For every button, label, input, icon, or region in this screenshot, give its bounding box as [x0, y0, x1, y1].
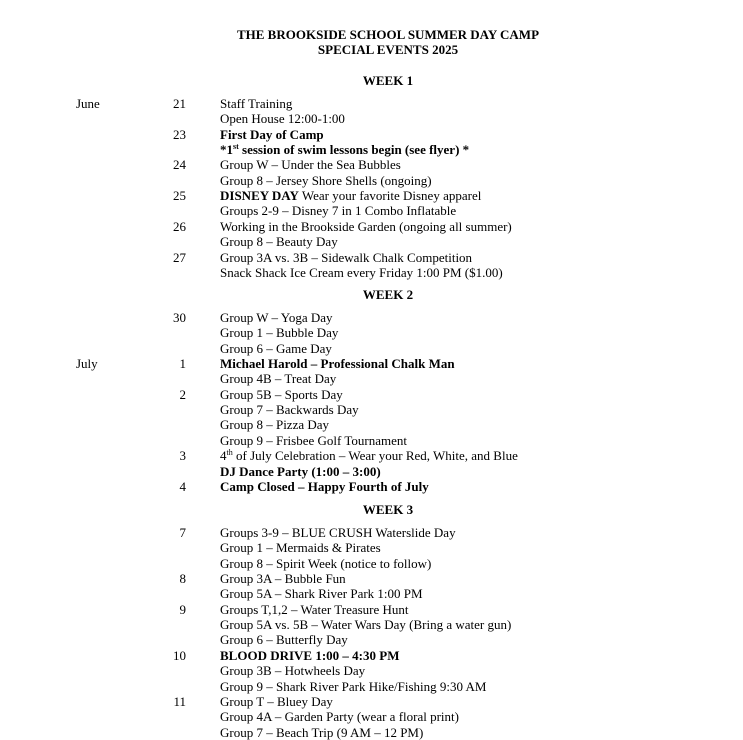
event-text: Group 8 – Spirit Week (notice to follow) [220, 555, 432, 571]
day-number: 30 [173, 310, 186, 325]
month-label: June [76, 96, 100, 111]
day-number: 2 [179, 386, 186, 402]
event-text: DISNEY DAY Wear your favorite Disney apparel [220, 188, 482, 204]
event-text: Group 5A vs. 5B – Water Wars Day (Bring a water gun) [220, 617, 512, 633]
day-number: 21 [173, 96, 186, 111]
day-number: 4 [179, 478, 186, 494]
week-heading: WEEK 1 [362, 73, 414, 88]
event-text: First Day of Camp [220, 126, 324, 142]
event-text: Group 9 – Shark River Park Hike/Fishing 9:30 AM [220, 678, 487, 694]
document-title-line-1: THE BROOKSIDE SCHOOL SUMMER DAY CAMP [236, 27, 540, 42]
schedule-row [0, 417, 743, 432]
event-text: Staff Training [220, 96, 293, 111]
event-text: Working in the Brookside Garden (ongoing all summer) [220, 218, 512, 234]
day-number: 23 [173, 126, 186, 142]
event-text: Group 7 – Backwards Day [220, 402, 359, 418]
schedule-row [0, 341, 743, 356]
event-text: Group 9 – Frisbee Golf Tournament [220, 432, 407, 448]
week-heading: WEEK 3 [362, 502, 414, 517]
schedule-row [0, 402, 743, 417]
event-text: Group 8 – Beauty Day [220, 234, 338, 250]
day-number: 25 [173, 188, 186, 204]
event-text: Group W – Under the Sea Bubbles [220, 157, 401, 173]
event-text: Group 1 – Bubble Day [220, 325, 339, 341]
schedule-row [0, 602, 743, 617]
schedule-row [0, 127, 743, 142]
event-text: Michael Harold – Professional Chalk Man [220, 356, 455, 372]
schedule-row [0, 157, 743, 172]
day-number: 9 [179, 601, 186, 617]
event-highlight: DISNEY DAY [220, 188, 299, 204]
day-number: 7 [179, 525, 186, 540]
event-text: Group 4A – Garden Party (wear a floral print) [220, 709, 459, 725]
schedule-row [0, 142, 743, 157]
schedule-row [0, 234, 743, 249]
day-number: 11 [173, 693, 186, 709]
schedule-row [0, 694, 743, 709]
schedule-row [0, 617, 743, 632]
schedule-row [0, 265, 743, 280]
event-text: Group 4B – Treat Day [220, 371, 337, 387]
event-text: Groups 2-9 – Disney 7 in 1 Combo Inflatable [220, 203, 457, 219]
schedule-row [0, 433, 743, 448]
schedule-row [0, 325, 743, 340]
schedule-row [0, 632, 743, 647]
event-text: Group 3A vs. 3B – Sidewalk Chalk Competition [220, 249, 473, 265]
day-number: 27 [173, 249, 186, 265]
day-number: 24 [173, 157, 186, 173]
event-text: DJ Dance Party (1:00 – 3:00) [220, 463, 381, 479]
event-text: Group 6 – Game Day [220, 340, 332, 356]
schedule-row [0, 250, 743, 265]
schedule-row [0, 556, 743, 571]
event-text: Group 6 – Butterfly Day [220, 632, 348, 648]
event-text: Group 3A – Bubble Fun [220, 571, 346, 587]
schedule-row [0, 648, 743, 663]
schedule-row [0, 448, 743, 463]
schedule-row [0, 663, 743, 678]
event-text: Group 5A – Shark River Park 1:00 PM [220, 586, 423, 602]
schedule-row [0, 188, 743, 203]
day-number: 1 [179, 356, 186, 372]
document-title-line-2: SPECIAL EVENTS 2025 [317, 42, 459, 57]
schedule-row [0, 586, 743, 601]
schedule-row [0, 371, 743, 386]
day-number: 10 [173, 647, 186, 663]
event-text: Group T – Bluey Day [220, 693, 333, 709]
event-text: BLOOD DRIVE 1:00 – 4:30 PM [220, 647, 400, 663]
event-text: Group 3B – Hotwheels Day [220, 663, 366, 679]
schedule-row [0, 709, 743, 724]
event-text: *1st session of swim lessons begin (see flyer) * [220, 142, 470, 158]
event-text: Group 8 – Jersey Shore Shells (ongoing) [220, 172, 432, 188]
schedule-row [0, 679, 743, 694]
schedule-row [0, 387, 743, 402]
schedule-row [0, 111, 743, 126]
event-text: Groups T,1,2 – Water Treasure Hunt [220, 601, 409, 617]
event-text: Camp Closed – Happy Fourth of July [220, 478, 429, 494]
schedule-row [0, 540, 743, 555]
schedule-row [0, 464, 743, 479]
event-text: Group 8 – Pizza Day [220, 417, 330, 433]
schedule-row [0, 571, 743, 586]
schedule-row [0, 203, 743, 218]
schedule-row [0, 173, 743, 188]
schedule-row [0, 219, 743, 234]
schedule-row [0, 525, 743, 540]
event-text: Group W – Yoga Day [220, 310, 333, 325]
day-number: 8 [179, 571, 186, 587]
event-text: Group 1 – Mermaids & Pirates [220, 540, 381, 556]
event-text: Snack Shack Ice Cream every Friday 1:00 PM ($1.00) [220, 264, 503, 280]
schedule-row [0, 479, 743, 494]
schedule-row [0, 310, 743, 325]
event-text: 4th of July Celebration – Wear your Red, White, and Blue [220, 448, 518, 464]
event-text: Group 7 – Beach Trip (9 AM – 12 PM) [220, 724, 424, 740]
week-heading: WEEK 2 [362, 287, 414, 302]
event-text: Open House 12:00-1:00 [220, 111, 345, 127]
day-number: 3 [179, 448, 186, 464]
month-label: July [76, 356, 98, 372]
day-number: 26 [173, 218, 186, 234]
event-text: Group 5B – Sports Day [220, 386, 343, 402]
schedule-row [0, 356, 743, 371]
schedule-row [0, 96, 743, 111]
event-text: Groups 3-9 – BLUE CRUSH Waterslide Day [220, 525, 456, 540]
